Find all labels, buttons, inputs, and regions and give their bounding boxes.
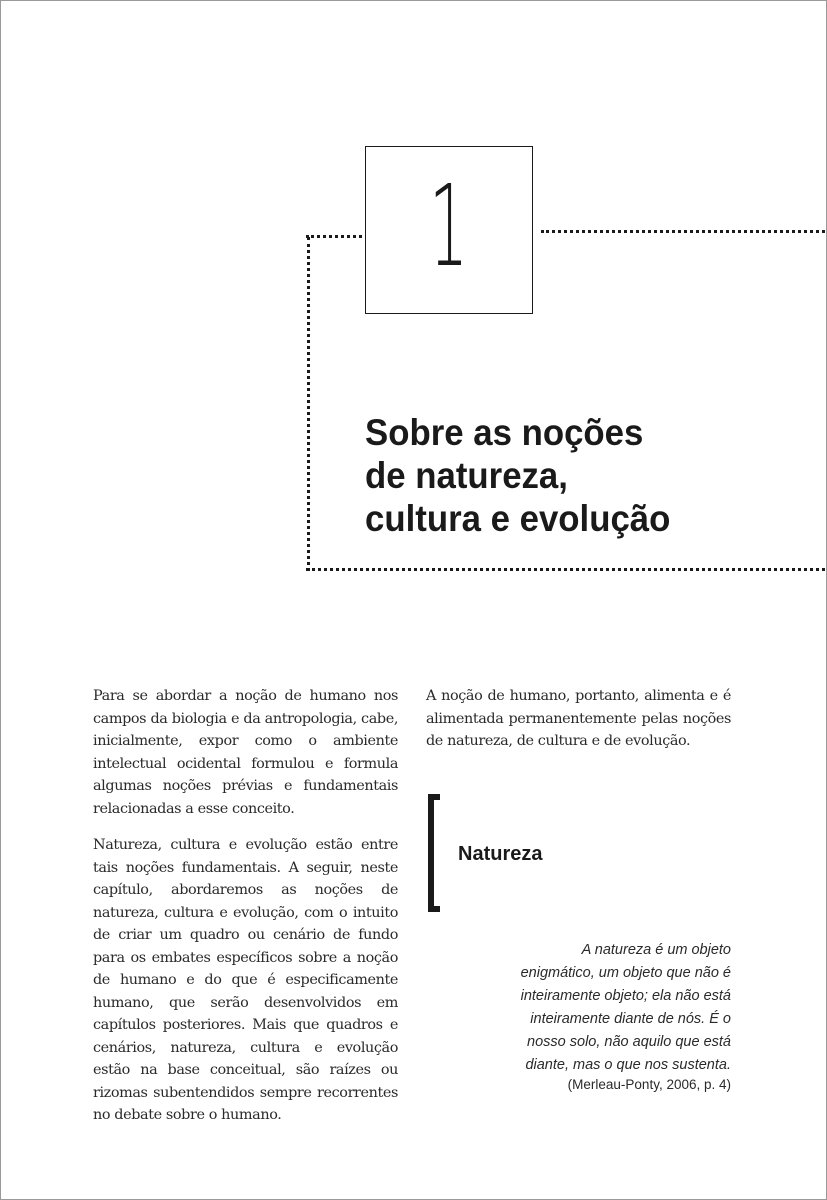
chapter-title <box>365 411 760 540</box>
right-column <box>426 685 731 767</box>
epigraph-line: A natureza é um objeto <box>581 942 731 958</box>
dotted-rule-top-left <box>306 235 362 238</box>
epigraph-line: nosso solo, não aquilo que está <box>527 1034 731 1050</box>
chapter-title-line: de natureza, <box>365 455 568 496</box>
chapter-number-box <box>365 146 533 314</box>
epigraph <box>471 939 731 1077</box>
chapter-title-line: cultura e evolução <box>365 498 671 539</box>
epigraph-line: inteiramente diante de nós. É o <box>530 1011 731 1027</box>
chapter-number: 1 <box>429 162 469 292</box>
section-bracket-icon <box>428 794 440 912</box>
body-paragraph: Para se abordar a noção de humano nos campos da biologia e da antropologia, cabe, inicialmente, expor como o ambiente intelectual ocidental formulou e formula algumas noções prévias e fundamentais relacionadas a esse conceito. <box>93 688 398 817</box>
epigraph-line: diante, mas o que nos sustenta. <box>525 1057 731 1073</box>
left-column <box>93 685 398 1141</box>
chapter-title-line: Sobre as noções <box>365 412 644 453</box>
epigraph-citation: (Merleau-Ponty, 2006, p. 4) <box>567 1077 731 1092</box>
epigraph-line: inteiramente objeto; ela não está <box>520 988 731 1004</box>
body-paragraph: Natureza, cultura e evolução estão entre tais noções fundamentais. A seguir, neste capítulo, abordaremos as noções de natureza, cultura e evolução, com o intuito de criar um quadro ou cenário de fundo para os embates específicos sobre a noção de humano e do que é especificamente humano, que serão desenvolvidos em capítulos posteriores. Mais que quadros e cenários, natureza, cultura e evolução estão na base conceitual, são raízes ou rizomas subentendidos sempre recorrentes no debate sobre o humano. <box>93 837 398 1123</box>
dotted-rule-bottom <box>306 568 825 571</box>
dotted-rule-top-right <box>541 230 825 233</box>
epigraph-line: enigmático, um objeto que não é <box>520 965 731 981</box>
body-paragraph: A noção de humano, portanto, alimenta e é alimentada permanentemente pelas noções de natureza, de cultura e de evolução. <box>426 688 731 749</box>
dotted-rule-left <box>307 237 310 571</box>
section-title: Natureza <box>458 843 543 865</box>
